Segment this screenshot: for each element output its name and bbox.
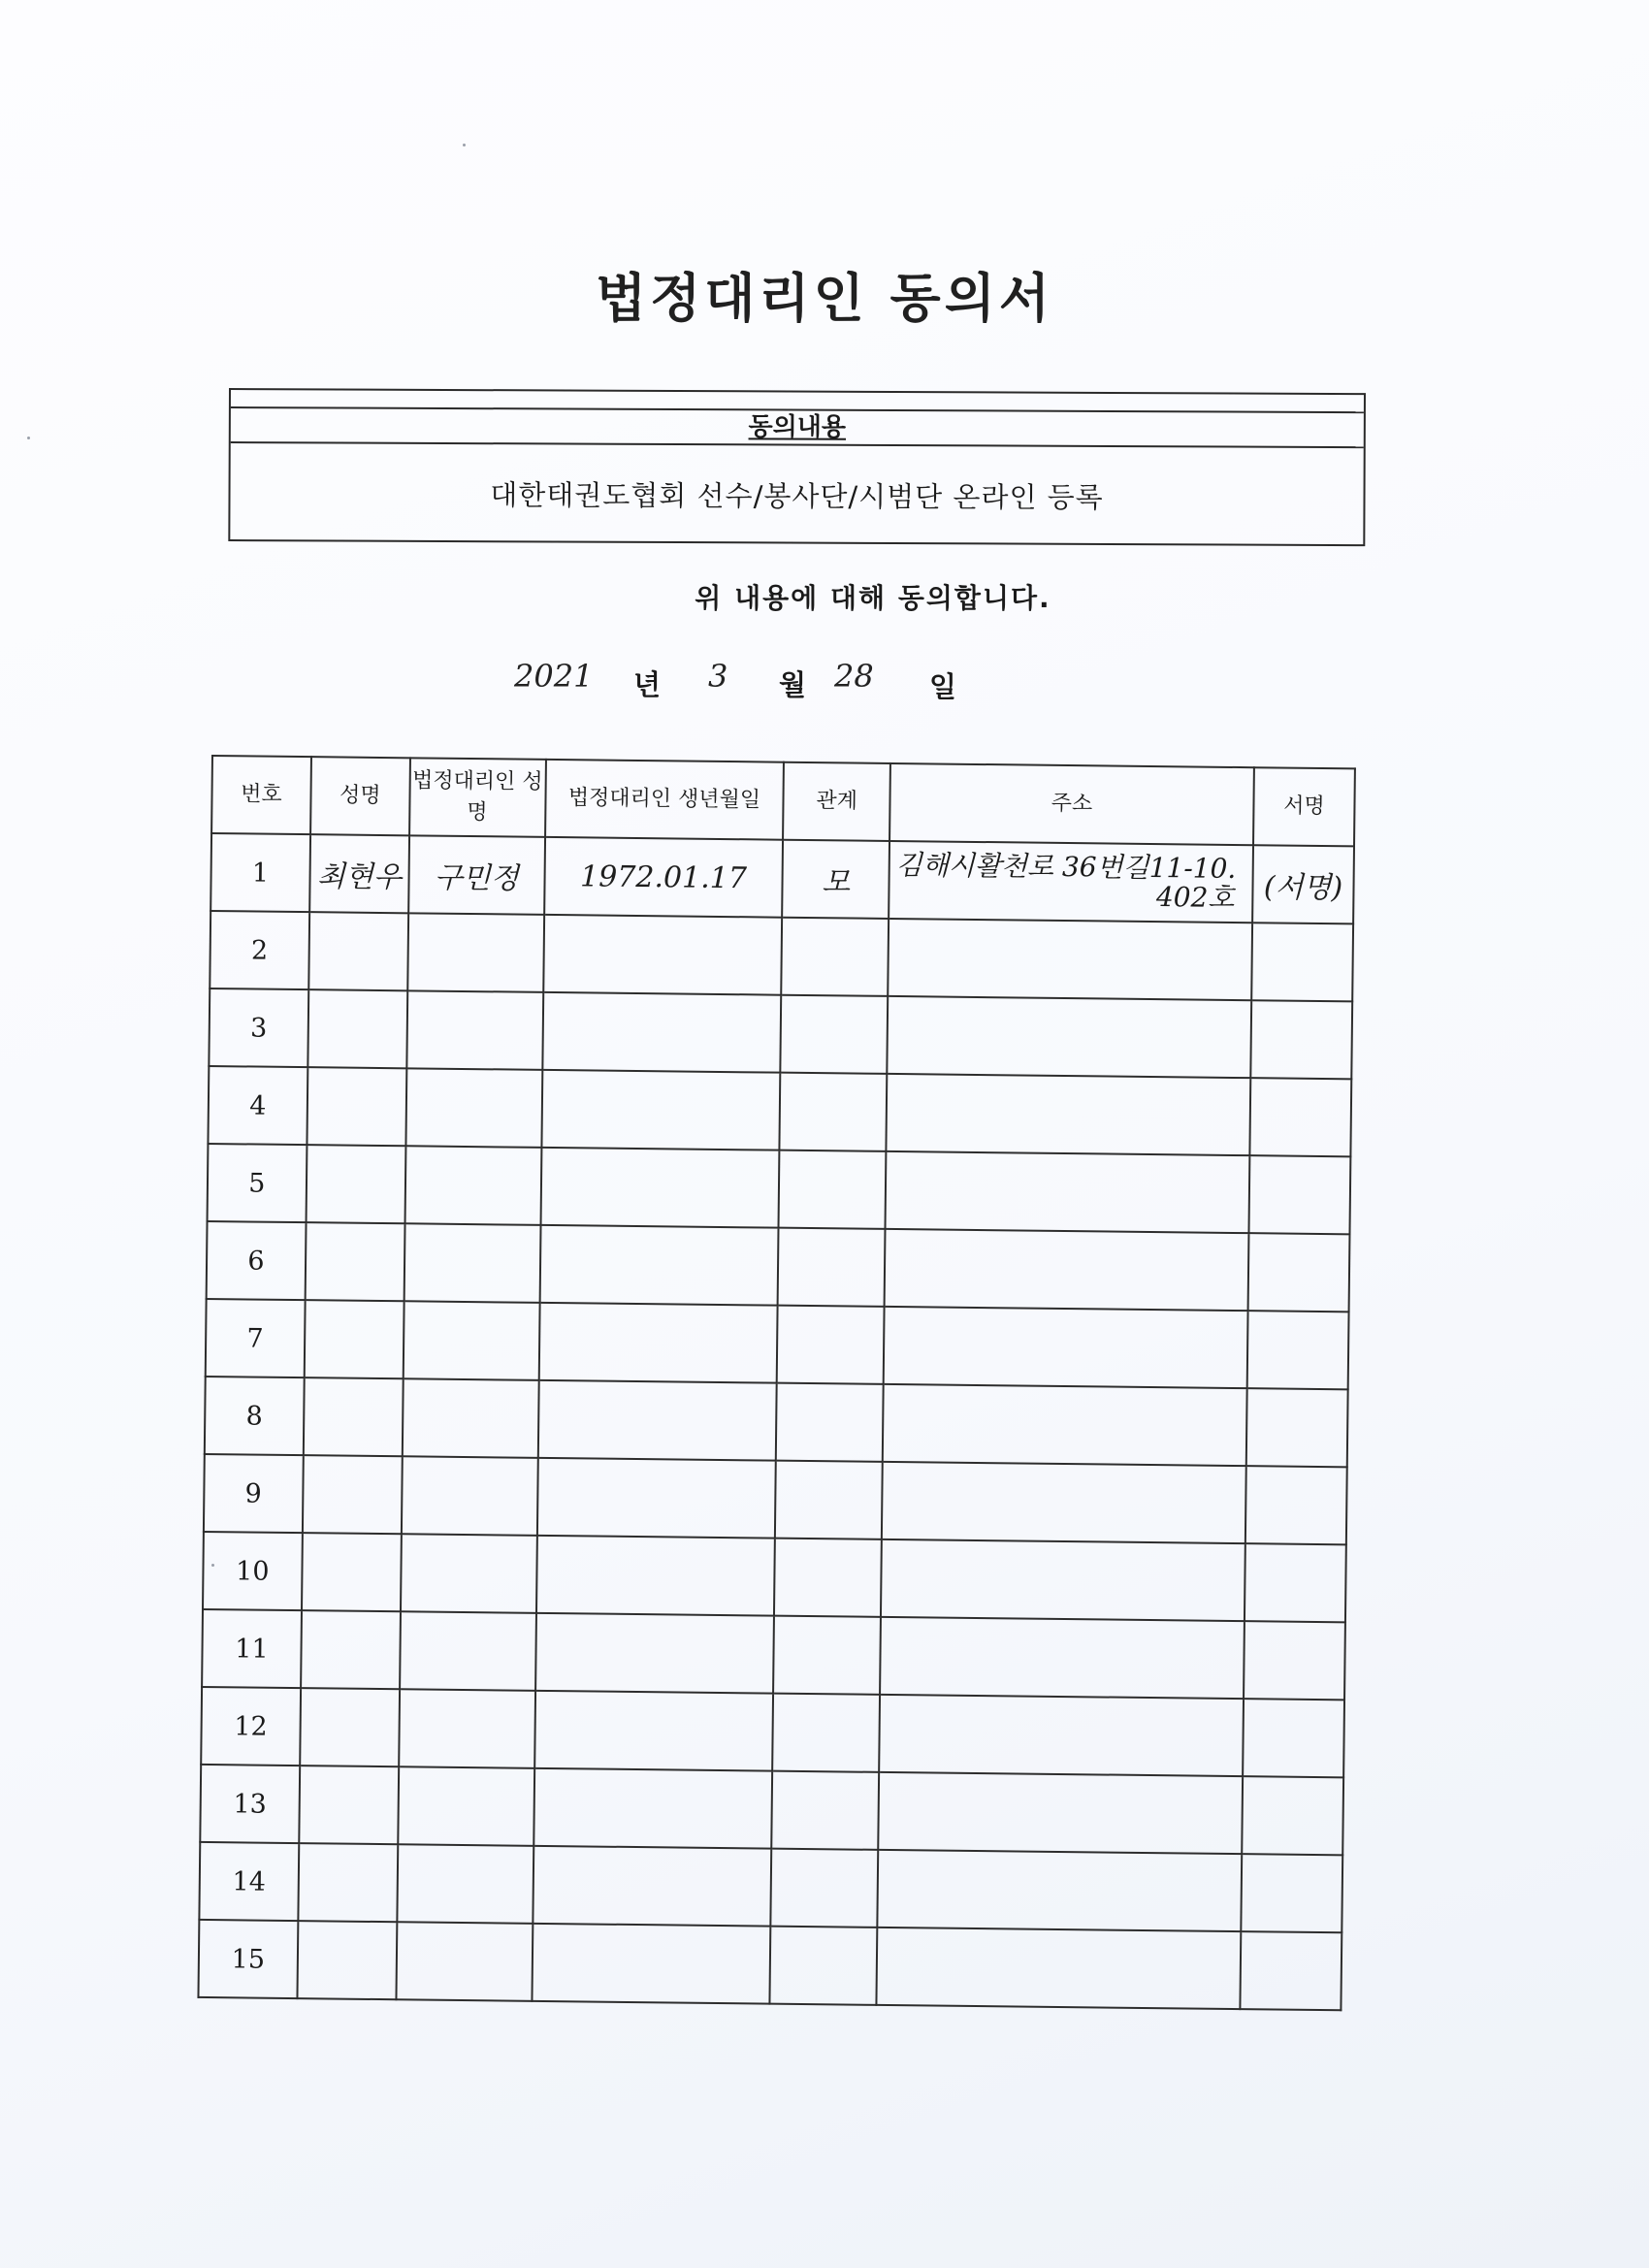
cell-no: 15 bbox=[198, 1920, 298, 1998]
table-row bbox=[198, 1920, 1342, 2010]
cell-signature bbox=[1240, 1931, 1342, 2010]
cell-guardian-birth bbox=[541, 1070, 781, 1150]
cell-address bbox=[886, 1074, 1250, 1155]
cell-no: 11 bbox=[202, 1609, 302, 1688]
cell-no: 7 bbox=[206, 1299, 306, 1377]
cell-relation: 모 bbox=[782, 840, 889, 919]
cell-name bbox=[298, 1843, 398, 1922]
header-guardian-birth: 법정대리인 생년월일 bbox=[545, 760, 785, 840]
cell-address bbox=[885, 1229, 1249, 1311]
cell-guardian-birth bbox=[539, 1225, 779, 1306]
cell-guardian-birth bbox=[537, 1380, 777, 1461]
registration-table bbox=[197, 755, 1355, 2011]
scan-speck bbox=[211, 1564, 214, 1567]
document-title: 법정대리인 동의서 bbox=[595, 268, 1054, 329]
date-day: 28 bbox=[834, 658, 874, 695]
address-line-2 bbox=[895, 957, 1251, 961]
cell-relation bbox=[774, 1539, 882, 1617]
address-line-2 bbox=[888, 1578, 1244, 1582]
cell-relation bbox=[777, 1306, 885, 1384]
scan-speck bbox=[463, 144, 466, 146]
cell-no: 10 bbox=[203, 1532, 303, 1610]
cell-guardian-name bbox=[397, 1844, 534, 1924]
cell-no: 8 bbox=[205, 1377, 305, 1455]
address-line-2 bbox=[893, 1113, 1249, 1117]
cell-guardian-name bbox=[401, 1534, 537, 1613]
cell-address bbox=[878, 1772, 1243, 1854]
address-line-2 bbox=[894, 1035, 1250, 1039]
cell-guardian-birth bbox=[543, 915, 783, 995]
cell-guardian-name bbox=[403, 1301, 539, 1380]
cell-signature bbox=[1248, 1233, 1350, 1312]
date-month: 3 bbox=[708, 658, 728, 695]
cell-relation bbox=[778, 1228, 886, 1307]
cell-guardian-birth bbox=[542, 992, 782, 1073]
cell-no: 9 bbox=[204, 1454, 304, 1533]
cell-relation bbox=[781, 995, 889, 1074]
table-row bbox=[208, 1144, 1351, 1234]
table-row bbox=[209, 988, 1352, 1079]
date-line bbox=[0, 658, 1649, 706]
cell-signature bbox=[1241, 1854, 1342, 1932]
consent-box bbox=[228, 388, 1366, 546]
table-row bbox=[210, 833, 1354, 923]
cell-address bbox=[887, 996, 1251, 1078]
address-line-2 bbox=[884, 1966, 1240, 1970]
table-row bbox=[210, 911, 1353, 1001]
header-no: 번호 bbox=[211, 756, 311, 834]
header-signature: 서명 bbox=[1253, 767, 1355, 846]
cell-address bbox=[881, 1539, 1245, 1621]
date-day-label: 일 bbox=[929, 670, 957, 703]
cell-name bbox=[307, 1067, 406, 1146]
cell-guardian-name: 구민정 bbox=[408, 835, 545, 915]
cell-address bbox=[883, 1384, 1247, 1466]
cell-name bbox=[299, 1766, 399, 1844]
cell-no: 2 bbox=[210, 911, 309, 989]
cell-guardian-birth bbox=[533, 1846, 772, 1927]
cell-name: 최현우 bbox=[309, 834, 409, 913]
cell-relation bbox=[782, 918, 889, 996]
address-line-2 bbox=[892, 1190, 1248, 1194]
cell-guardian-birth bbox=[532, 1924, 771, 2004]
cell-guardian-name bbox=[406, 990, 543, 1070]
date-year: 2021 bbox=[514, 658, 594, 695]
table-row bbox=[203, 1532, 1346, 1622]
cell-guardian-name bbox=[399, 1689, 535, 1768]
cell-signature bbox=[1245, 1543, 1346, 1622]
cell-relation bbox=[772, 1771, 880, 1850]
cell-address bbox=[880, 1617, 1245, 1699]
header-relation: 관계 bbox=[783, 762, 890, 841]
cell-signature bbox=[1245, 1466, 1347, 1544]
table-row bbox=[199, 1842, 1342, 1932]
cell-name bbox=[300, 1688, 400, 1766]
cell-name bbox=[304, 1300, 404, 1378]
header-address: 주소 bbox=[889, 763, 1254, 845]
table-row bbox=[202, 1609, 1345, 1700]
cell-name bbox=[303, 1455, 403, 1534]
cell-signature bbox=[1249, 1078, 1351, 1156]
cell-address bbox=[886, 1151, 1250, 1233]
cell-no: 1 bbox=[210, 833, 310, 912]
cell-name bbox=[301, 1610, 401, 1689]
cell-no: 12 bbox=[201, 1687, 301, 1766]
address-line-2 bbox=[890, 1345, 1246, 1349]
cell-name bbox=[305, 1222, 404, 1301]
address-line-2 bbox=[888, 1656, 1244, 1660]
cell-guardian-name bbox=[402, 1456, 538, 1536]
cell-signature bbox=[1244, 1621, 1345, 1700]
table-row bbox=[207, 1221, 1350, 1312]
table-header-row bbox=[211, 756, 1355, 846]
cell-no: 13 bbox=[200, 1765, 300, 1843]
date-year-label: 년 bbox=[633, 668, 662, 701]
cell-address bbox=[882, 1462, 1246, 1543]
cell-relation bbox=[780, 1073, 888, 1151]
cell-guardian-name bbox=[398, 1766, 534, 1846]
cell-name bbox=[307, 989, 407, 1068]
cell-address bbox=[888, 919, 1252, 1000]
cell-signature bbox=[1250, 1000, 1352, 1079]
address-line-2 bbox=[886, 1811, 1242, 1815]
cell-guardian-name bbox=[405, 1068, 542, 1148]
cell-signature bbox=[1249, 1155, 1351, 1234]
cell-name bbox=[304, 1377, 404, 1456]
cell-address bbox=[889, 841, 1253, 923]
cell-signature bbox=[1242, 1776, 1343, 1855]
cell-no: 5 bbox=[208, 1144, 307, 1222]
cell-relation bbox=[771, 1849, 879, 1928]
cell-guardian-birth bbox=[540, 1148, 780, 1228]
cell-no: 4 bbox=[208, 1066, 307, 1145]
cell-signature bbox=[1247, 1311, 1349, 1389]
cell-no: 6 bbox=[207, 1221, 307, 1300]
consent-body: 대한태권도협회 선수/봉사단/시범단 온라인 등록 bbox=[490, 478, 1104, 514]
cell-address bbox=[884, 1307, 1248, 1388]
cell-relation bbox=[773, 1616, 881, 1695]
header-name: 성명 bbox=[310, 757, 410, 835]
table-row bbox=[204, 1454, 1347, 1544]
cell-address bbox=[876, 1928, 1241, 2009]
header-guardian-name: 법정대리인 성명 bbox=[409, 758, 546, 837]
cell-address bbox=[879, 1695, 1244, 1776]
cell-no: 14 bbox=[199, 1842, 299, 1921]
cell-guardian-name bbox=[404, 1146, 541, 1225]
cell-guardian-name bbox=[403, 1378, 539, 1458]
cell-relation bbox=[776, 1383, 884, 1462]
cell-relation bbox=[772, 1694, 880, 1772]
cell-guardian-birth bbox=[535, 1613, 775, 1694]
address-line-2 bbox=[887, 1733, 1243, 1737]
cell-guardian-name bbox=[404, 1223, 540, 1303]
cell-guardian-birth: 1972.01.17 bbox=[544, 837, 784, 918]
cell-signature: (서명) bbox=[1252, 845, 1354, 923]
table-row bbox=[201, 1687, 1344, 1777]
cell-name bbox=[308, 912, 408, 990]
cell-guardian-name bbox=[396, 1922, 533, 2001]
address-line-2 bbox=[891, 1268, 1247, 1272]
cell-no: 3 bbox=[209, 988, 308, 1067]
table-row bbox=[205, 1377, 1348, 1467]
consent-header: 동의내용 bbox=[231, 406, 1364, 448]
cell-guardian-birth bbox=[534, 1768, 773, 1849]
address-line-1: 김해시활천로 36번길11-10. bbox=[895, 849, 1237, 885]
cell-guardian-birth bbox=[536, 1536, 776, 1616]
table-row bbox=[206, 1299, 1349, 1389]
cell-guardian-name bbox=[400, 1611, 536, 1691]
cell-relation bbox=[770, 1927, 878, 2005]
cell-name bbox=[302, 1533, 402, 1611]
address-line-2: 402호 bbox=[1155, 881, 1235, 914]
cell-signature bbox=[1246, 1388, 1348, 1467]
date-month-label: 월 bbox=[779, 668, 807, 701]
cell-guardian-birth bbox=[534, 1691, 774, 1771]
cell-address bbox=[877, 1850, 1242, 1931]
cell-signature bbox=[1243, 1699, 1344, 1777]
cell-relation bbox=[775, 1461, 883, 1539]
address-line-2 bbox=[885, 1889, 1241, 1893]
cell-name bbox=[306, 1145, 405, 1223]
agree-statement: 위 내용에 대해 동의합니다. bbox=[695, 582, 1051, 614]
cell-signature bbox=[1251, 923, 1353, 1001]
cell-guardian-name bbox=[407, 913, 544, 992]
cell-guardian-birth bbox=[536, 1458, 776, 1539]
address-line-2 bbox=[889, 1423, 1245, 1427]
table-row bbox=[208, 1066, 1351, 1156]
address-line-2 bbox=[889, 1501, 1245, 1505]
scan-speck bbox=[27, 437, 30, 439]
cell-relation bbox=[779, 1150, 887, 1229]
table-row bbox=[200, 1765, 1343, 1855]
cell-name bbox=[297, 1921, 397, 1999]
cell-guardian-birth bbox=[538, 1303, 778, 1383]
